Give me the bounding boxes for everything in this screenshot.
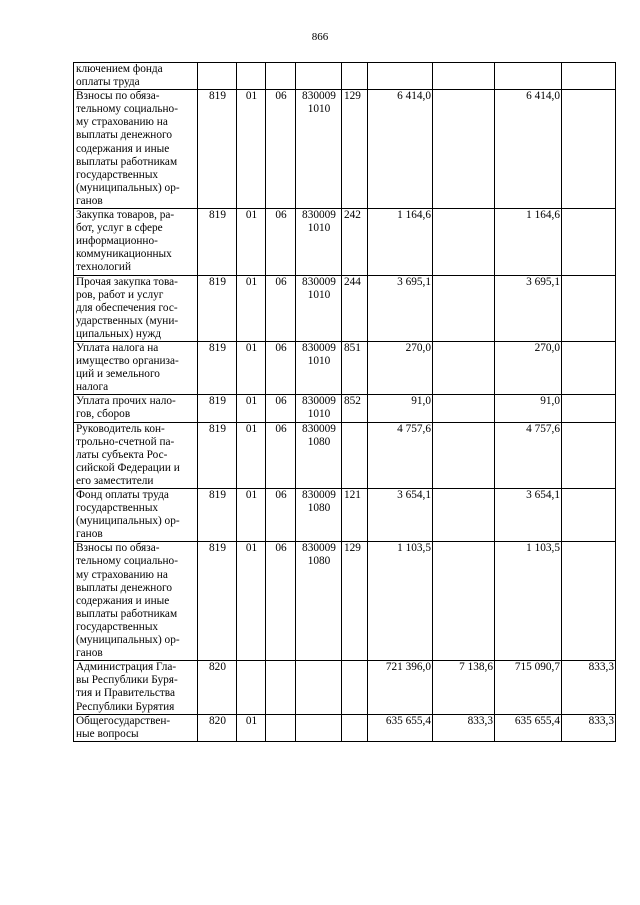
item-name-line: ганов [76, 647, 103, 660]
section-code: 01 [237, 209, 266, 275]
item-name-line: информационно- [76, 235, 158, 248]
item-name-line: му страхованию на [76, 568, 168, 581]
amount-col-4 [562, 90, 616, 209]
target-article-line: 1010 [307, 288, 331, 301]
table-row [74, 90, 616, 209]
item-name-line: выплаты денежного [76, 129, 173, 142]
target-article-line: 1010 [307, 222, 331, 235]
item-name-line: (муниципальных) ор- [76, 515, 180, 528]
amount-total: 6 414,0 [368, 90, 433, 209]
amount-col-4 [562, 63, 616, 90]
item-name [74, 209, 198, 275]
item-name-line: тия и Правительства [76, 687, 175, 700]
target-article-code [296, 661, 342, 714]
expense-type-code [342, 63, 368, 90]
item-name-line: Республики Бурятия [76, 700, 175, 713]
subsection-code: 06 [266, 542, 296, 661]
amount-col-4 [562, 275, 616, 341]
item-name [74, 542, 198, 661]
subsection-code [266, 661, 296, 714]
amount-col-4 [562, 395, 616, 422]
item-name-line: латы субъекта Рос- [76, 448, 168, 461]
target-article-line: 830009 [302, 489, 336, 501]
table-row [74, 714, 616, 741]
amount-col-4 [562, 209, 616, 275]
subsection-code [266, 714, 296, 741]
table-row [74, 275, 616, 341]
item-name-line: му страхованию на [76, 116, 168, 129]
expense-type-code: 121 [342, 489, 368, 542]
item-name-line: ударственных (муни- [76, 314, 179, 327]
amount-col-3: 270,0 [495, 341, 562, 394]
amount-total: 1 164,6 [368, 209, 433, 275]
subsection-code: 06 [266, 395, 296, 422]
ministry-code: 819 [198, 422, 237, 488]
amount-col-3: 3 654,1 [495, 489, 562, 542]
item-name-line: сийской Федерации и [76, 461, 180, 474]
target-article-code [296, 395, 342, 422]
table-row [74, 542, 616, 661]
amount-col-2 [433, 209, 495, 275]
target-article-code [296, 542, 342, 661]
expense-type-code: 242 [342, 209, 368, 275]
amount-col-4: 833,3 [562, 661, 616, 714]
amount-col-3: 3 695,1 [495, 275, 562, 341]
item-name [74, 63, 198, 90]
amount-col-2 [433, 542, 495, 661]
amount-col-3: 1 103,5 [495, 542, 562, 661]
item-name-line: ципальных) нужд [76, 327, 162, 340]
target-article-line: 830009 [302, 542, 336, 555]
amount-col-4 [562, 542, 616, 661]
table-row [74, 341, 616, 394]
item-name [74, 422, 198, 488]
item-name-line: ключением фонда [76, 63, 163, 75]
item-name [74, 90, 198, 209]
item-name [74, 489, 198, 542]
subsection-code: 06 [266, 275, 296, 341]
section-code: 01 [237, 90, 266, 209]
item-name-line: (муниципальных) ор- [76, 634, 180, 647]
target-article-line: 830009 [302, 395, 336, 408]
item-name-line: Уплата прочих нало- [76, 395, 176, 408]
section-code [237, 63, 266, 90]
target-article-line: 1010 [307, 103, 331, 116]
table-row [74, 489, 616, 542]
page-number: 866 [311, 31, 329, 43]
amount-total: 635 655,4 [368, 714, 433, 741]
item-name-line: Взносы по обяза- [76, 90, 160, 103]
item-name-line: выплаты денежного [76, 581, 173, 594]
expense-type-code: 852 [342, 395, 368, 422]
expense-type-code: 129 [342, 90, 368, 209]
item-name-line: ций и земельного [76, 368, 160, 381]
target-article-code [296, 489, 342, 542]
target-article-line: 830009 [302, 275, 336, 288]
target-article-line: 1010 [307, 355, 331, 368]
section-code: 01 [237, 341, 266, 394]
ministry-code: 819 [198, 90, 237, 209]
item-name-line: выплаты работникам [76, 607, 178, 620]
item-name [74, 395, 198, 422]
section-code: 01 [237, 275, 266, 341]
item-name-line: трольно-счетной па- [76, 435, 175, 448]
amount-total: 3 654,1 [368, 489, 433, 542]
subsection-code: 06 [266, 489, 296, 542]
subsection-code: 06 [266, 209, 296, 275]
ministry-code: 819 [198, 489, 237, 542]
target-article-line: 1010 [307, 408, 331, 421]
item-name-line: технологий [76, 261, 132, 274]
subsection-code [266, 63, 296, 90]
item-name [74, 341, 198, 394]
item-name [74, 661, 198, 714]
item-name-line: выплаты работникам [76, 155, 178, 168]
target-article-code [296, 63, 342, 90]
target-article-code [296, 714, 342, 741]
section-code: 01 [237, 395, 266, 422]
amount-total [368, 63, 433, 90]
item-name-line: Руководитель кон- [76, 422, 165, 435]
section-code [237, 661, 266, 714]
table-row [74, 63, 616, 90]
target-article-code [296, 422, 342, 488]
item-name [74, 714, 198, 741]
amount-col-3: 635 655,4 [495, 714, 562, 741]
ministry-code: 819 [198, 395, 237, 422]
target-article-line: 830009 [302, 341, 336, 354]
target-article-code [296, 90, 342, 209]
item-name-line: содержания и иные [76, 594, 170, 607]
section-code: 01 [237, 422, 266, 488]
item-name-line: его заместители [76, 474, 154, 487]
section-code: 01 [237, 542, 266, 661]
amount-col-3: 1 164,6 [495, 209, 562, 275]
item-name-line: имущество организа- [76, 355, 179, 368]
item-name-line: Закупка товаров, ра- [76, 209, 175, 222]
item-name-line: гов, сборов [76, 408, 131, 421]
ministry-code [198, 63, 237, 90]
item-name-line: тельному социально- [76, 555, 178, 568]
ministry-code: 819 [198, 542, 237, 661]
item-name-line: Общегосударствен- [76, 714, 171, 727]
target-article-line: 1080 [307, 502, 331, 515]
amount-col-3: 91,0 [495, 395, 562, 422]
expense-type-code [342, 714, 368, 741]
item-name-line: Прочая закупка това- [76, 275, 178, 288]
item-name-line: ганов [76, 194, 103, 207]
amount-col-2 [433, 63, 495, 90]
expense-type-code: 244 [342, 275, 368, 341]
amount-col-3: 4 757,6 [495, 422, 562, 488]
item-name-line: вы Республики Буря- [76, 674, 178, 687]
target-article-code [296, 341, 342, 394]
item-name [74, 275, 198, 341]
amount-col-2 [433, 90, 495, 209]
target-article-code [296, 209, 342, 275]
item-name-line: содержания и иные [76, 142, 170, 155]
item-name-line: налога [76, 381, 109, 394]
table-row [74, 661, 616, 714]
amount-col-4: 833,3 [562, 714, 616, 741]
item-name-line: бот, услуг в сфере [76, 222, 163, 235]
table-row [74, 422, 616, 488]
ministry-code: 820 [198, 714, 237, 741]
item-name-line: государственных [76, 502, 159, 515]
amount-col-4 [562, 422, 616, 488]
item-name-line: Взносы по обяза- [76, 542, 160, 555]
item-name-line: тельному социально- [76, 103, 178, 116]
amount-col-2 [433, 341, 495, 394]
item-name-line: государственных [76, 168, 159, 181]
amount-col-2 [433, 422, 495, 488]
expense-type-code [342, 422, 368, 488]
item-name-line: Фонд оплаты труда [76, 489, 169, 501]
ministry-code: 819 [198, 275, 237, 341]
subsection-code: 06 [266, 341, 296, 394]
amount-col-2 [433, 275, 495, 341]
item-name-line: ные вопросы [76, 727, 139, 740]
target-article-line: 830009 [302, 90, 336, 103]
table-row [74, 395, 616, 422]
amount-col-3 [495, 63, 562, 90]
item-name-line: для обеспечения гос- [76, 301, 178, 314]
amount-col-3: 715 090,7 [495, 661, 562, 714]
item-name-line: коммуникационных [76, 248, 172, 261]
ministry-code: 819 [198, 209, 237, 275]
budget-table [73, 62, 616, 742]
target-article-line: 830009 [302, 422, 336, 435]
ministry-code: 820 [198, 661, 237, 714]
target-article-code [296, 275, 342, 341]
item-name-line: государственных [76, 620, 159, 633]
item-name-line: Администрация Гла- [76, 661, 177, 674]
expense-type-code [342, 661, 368, 714]
item-name-line: ров, работ и услуг [76, 288, 164, 301]
section-code: 01 [237, 489, 266, 542]
section-code: 01 [237, 714, 266, 741]
amount-col-2 [433, 489, 495, 542]
expense-type-code: 129 [342, 542, 368, 661]
amount-col-4 [562, 489, 616, 542]
amount-col-4 [562, 341, 616, 394]
target-article-line: 1080 [307, 435, 331, 448]
amount-total: 91,0 [368, 395, 433, 422]
expense-type-code: 851 [342, 341, 368, 394]
item-name-line: (муниципальных) ор- [76, 181, 180, 194]
target-article-line: 830009 [302, 209, 336, 222]
amount-total: 721 396,0 [368, 661, 433, 714]
item-name-line: Уплата налога на [76, 341, 159, 354]
amount-col-3: 6 414,0 [495, 90, 562, 209]
amount-total: 4 757,6 [368, 422, 433, 488]
ministry-code: 819 [198, 341, 237, 394]
amount-total: 270,0 [368, 341, 433, 394]
amount-total: 3 695,1 [368, 275, 433, 341]
subsection-code: 06 [266, 422, 296, 488]
table-row [74, 209, 616, 275]
amount-col-2: 833,3 [433, 714, 495, 741]
target-article-line: 1080 [307, 555, 331, 568]
amount-col-2: 7 138,6 [433, 661, 495, 714]
item-name-line: оплаты труда [76, 76, 140, 89]
amount-total: 1 103,5 [368, 542, 433, 661]
amount-col-2 [433, 395, 495, 422]
item-name-line: ганов [76, 528, 103, 541]
subsection-code: 06 [266, 90, 296, 209]
